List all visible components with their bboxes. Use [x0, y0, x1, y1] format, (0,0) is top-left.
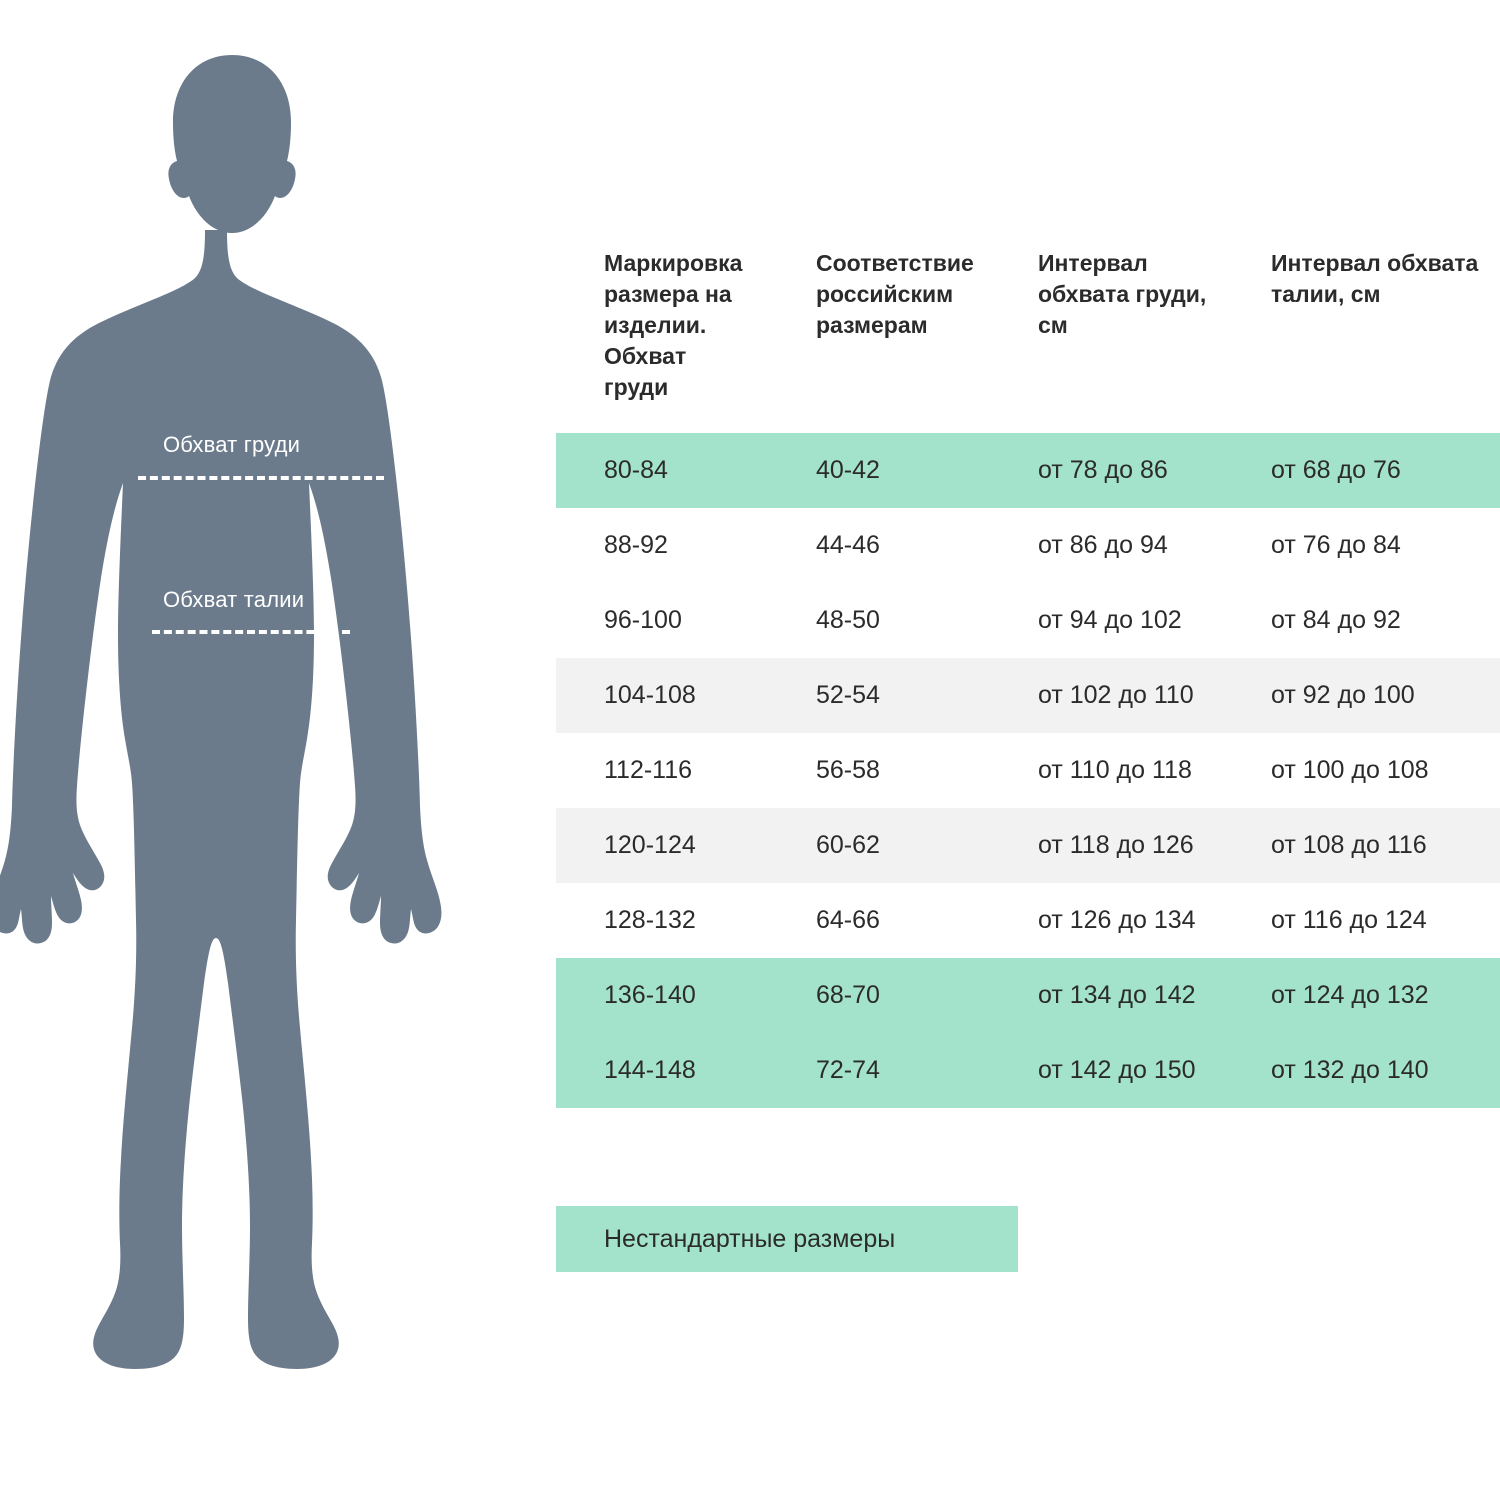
cell-chest-interval: от 78 до 86 — [990, 433, 1223, 508]
table-row — [556, 883, 1500, 958]
cell-marking: 80-84 — [556, 433, 768, 508]
cell-chest-interval: от 126 до 134 — [990, 883, 1223, 958]
cell-chest-interval: от 102 до 110 — [990, 658, 1223, 733]
cell-chest-interval: от 134 до 142 — [990, 958, 1223, 1033]
table-row — [556, 583, 1500, 658]
cell-russian-size: 72-74 — [768, 1033, 990, 1108]
cell-waist-interval: от 68 до 76 — [1223, 433, 1500, 508]
cell-russian-size: 44-46 — [768, 508, 990, 583]
header-marking: Маркировка размера на изделии. Обхват груди — [604, 250, 743, 400]
chest-measure-line — [138, 476, 384, 480]
size-table — [556, 222, 1500, 1108]
cell-russian-size: 68-70 — [768, 958, 990, 1033]
cell-marking: 120-124 — [556, 808, 768, 883]
cell-waist-interval: от 76 до 84 — [1223, 508, 1500, 583]
cell-marking: 112-116 — [556, 733, 768, 808]
header-waist-interval: Интервал обхвата талии, см — [1271, 250, 1479, 307]
header-row — [556, 222, 1500, 433]
nonstandard-sizes-note — [556, 1206, 1018, 1272]
size-table-panel — [556, 222, 1500, 1108]
cell-chest-interval: от 86 до 94 — [990, 508, 1223, 583]
cell-russian-size: 40-42 — [768, 433, 990, 508]
nonstandard-sizes-label: Нестандартные размеры — [604, 1224, 896, 1253]
cell-marking: 144-148 — [556, 1033, 768, 1108]
cell-waist-interval: от 124 до 132 — [1223, 958, 1500, 1033]
header-russian-size: Соответствие российским размерам — [816, 250, 974, 338]
cell-marking: 128-132 — [556, 883, 768, 958]
waist-measure-line — [152, 630, 350, 634]
male-silhouette-icon — [0, 40, 545, 1470]
table-row — [556, 733, 1500, 808]
cell-russian-size: 56-58 — [768, 733, 990, 808]
cell-waist-interval: от 84 до 92 — [1223, 583, 1500, 658]
cell-chest-interval: от 142 до 150 — [990, 1033, 1223, 1108]
size-table-body — [556, 433, 1500, 1108]
body-figure-panel — [0, 0, 545, 1500]
table-row — [556, 1033, 1500, 1108]
cell-chest-interval: от 110 до 118 — [990, 733, 1223, 808]
cell-marking: 104-108 — [556, 658, 768, 733]
table-row — [556, 433, 1500, 508]
table-row — [556, 658, 1500, 733]
cell-marking: 136-140 — [556, 958, 768, 1033]
chest-measure-label: Обхват груди — [163, 432, 301, 457]
waist-measure-label: Обхват талии — [163, 587, 305, 612]
cell-russian-size: 60-62 — [768, 808, 990, 883]
size-table-header — [556, 222, 1500, 433]
cell-marking: 88-92 — [556, 508, 768, 583]
cell-marking: 96-100 — [556, 583, 768, 658]
table-row — [556, 958, 1500, 1033]
cell-waist-interval: от 116 до 124 — [1223, 883, 1500, 958]
cell-waist-interval: от 100 до 108 — [1223, 733, 1500, 808]
cell-chest-interval: от 118 до 126 — [990, 808, 1223, 883]
cell-waist-interval: от 92 до 100 — [1223, 658, 1500, 733]
table-row — [556, 508, 1500, 583]
header-chest-interval: Интервал обхвата груди, см — [1038, 250, 1207, 338]
cell-russian-size: 52-54 — [768, 658, 990, 733]
cell-russian-size: 48-50 — [768, 583, 990, 658]
table-row — [556, 808, 1500, 883]
cell-waist-interval: от 108 до 116 — [1223, 808, 1500, 883]
cell-chest-interval: от 94 до 102 — [990, 583, 1223, 658]
cell-waist-interval: от 132 до 140 — [1223, 1033, 1500, 1108]
cell-russian-size: 64-66 — [768, 883, 990, 958]
